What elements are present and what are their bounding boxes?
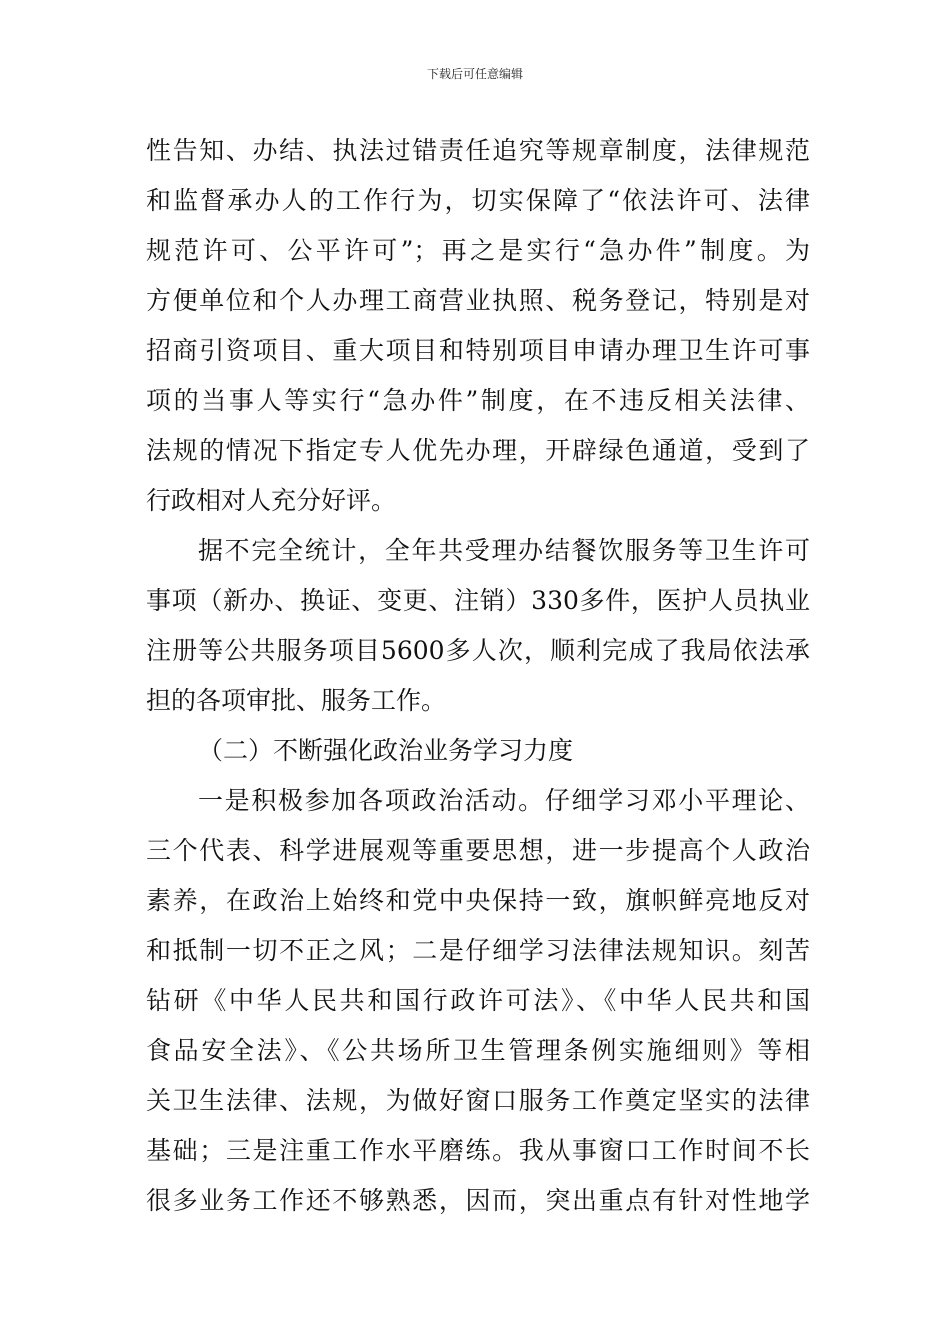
text-line: 注册等公共服务项目5600多人次，顺利完成了我局依法承 [146,636,810,665]
text-line: 素养，在政治上始终和党中央保持一致，旗帜鲜亮地反对 [146,886,810,915]
text-line: 基础；三是注重工作水平磨练。我从事窗口工作时间不长 [146,1136,810,1165]
paragraph [146,776,810,1226]
text-line: 食品安全法》、《公共场所卫生管理条例实施细则》等相 [146,1036,810,1065]
text-line: 关卫生法律、法规，为做好窗口服务工作奠定坚实的法律 [146,1086,810,1115]
text-line: 招商引资项目、重大项目和特别项目申请办理卫生许可事 [146,336,810,365]
text-line: 担的各项审批、服务工作。 [146,686,447,715]
text-line: 项的当事人等实行“急办件”制度，在不违反相关法律、 [146,386,810,415]
text-line: 和监督承办人的工作行为，切实保障了“依法许可、法律 [146,186,810,215]
text-line: 三个代表、科学进展观等重要思想，进一步提高个人政治 [146,836,810,865]
text-line: 法规的情况下指定专人优先办理，开辟绿色通道，受到了 [146,436,810,465]
text-line: 和抵制一切不正之风；二是仔细学习法律法规知识。刻苦 [146,936,810,965]
page-header: 下载后可任意编辑 [426,67,523,81]
text-line: 钻研《中华人民共和国行政许可法》、《中华人民共和国 [146,986,810,1015]
text-line: 行政相对人充分好评。 [146,486,397,515]
text-line: 方便单位和个人办理工商营业执照、税务登记，特别是对 [146,286,810,315]
text-line: （二）不断强化政治业务学习力度 [198,736,574,765]
text-line: 事项（新办、换证、变更、注销）330多件，医护人员执业 [146,586,810,615]
text-line: 规范许可、公平许可”；再之是实行“急办件”制度。为 [146,236,810,265]
document-body [146,126,810,1226]
section-heading [146,726,810,776]
paragraph [146,526,810,726]
text-line: 很多业务工作还不够熟悉，因而，突出重点有针对性地学 [146,1186,810,1215]
text-line: 性告知、办结、执法过错责任追究等规章制度，法律规范 [146,136,810,165]
text-line: 一是积极参加各项政治活动。仔细学习邓小平理论、 [198,786,810,815]
text-line: 据不完全统计，全年共受理办结餐饮服务等卫生许可 [198,536,810,565]
paragraph [146,126,810,526]
